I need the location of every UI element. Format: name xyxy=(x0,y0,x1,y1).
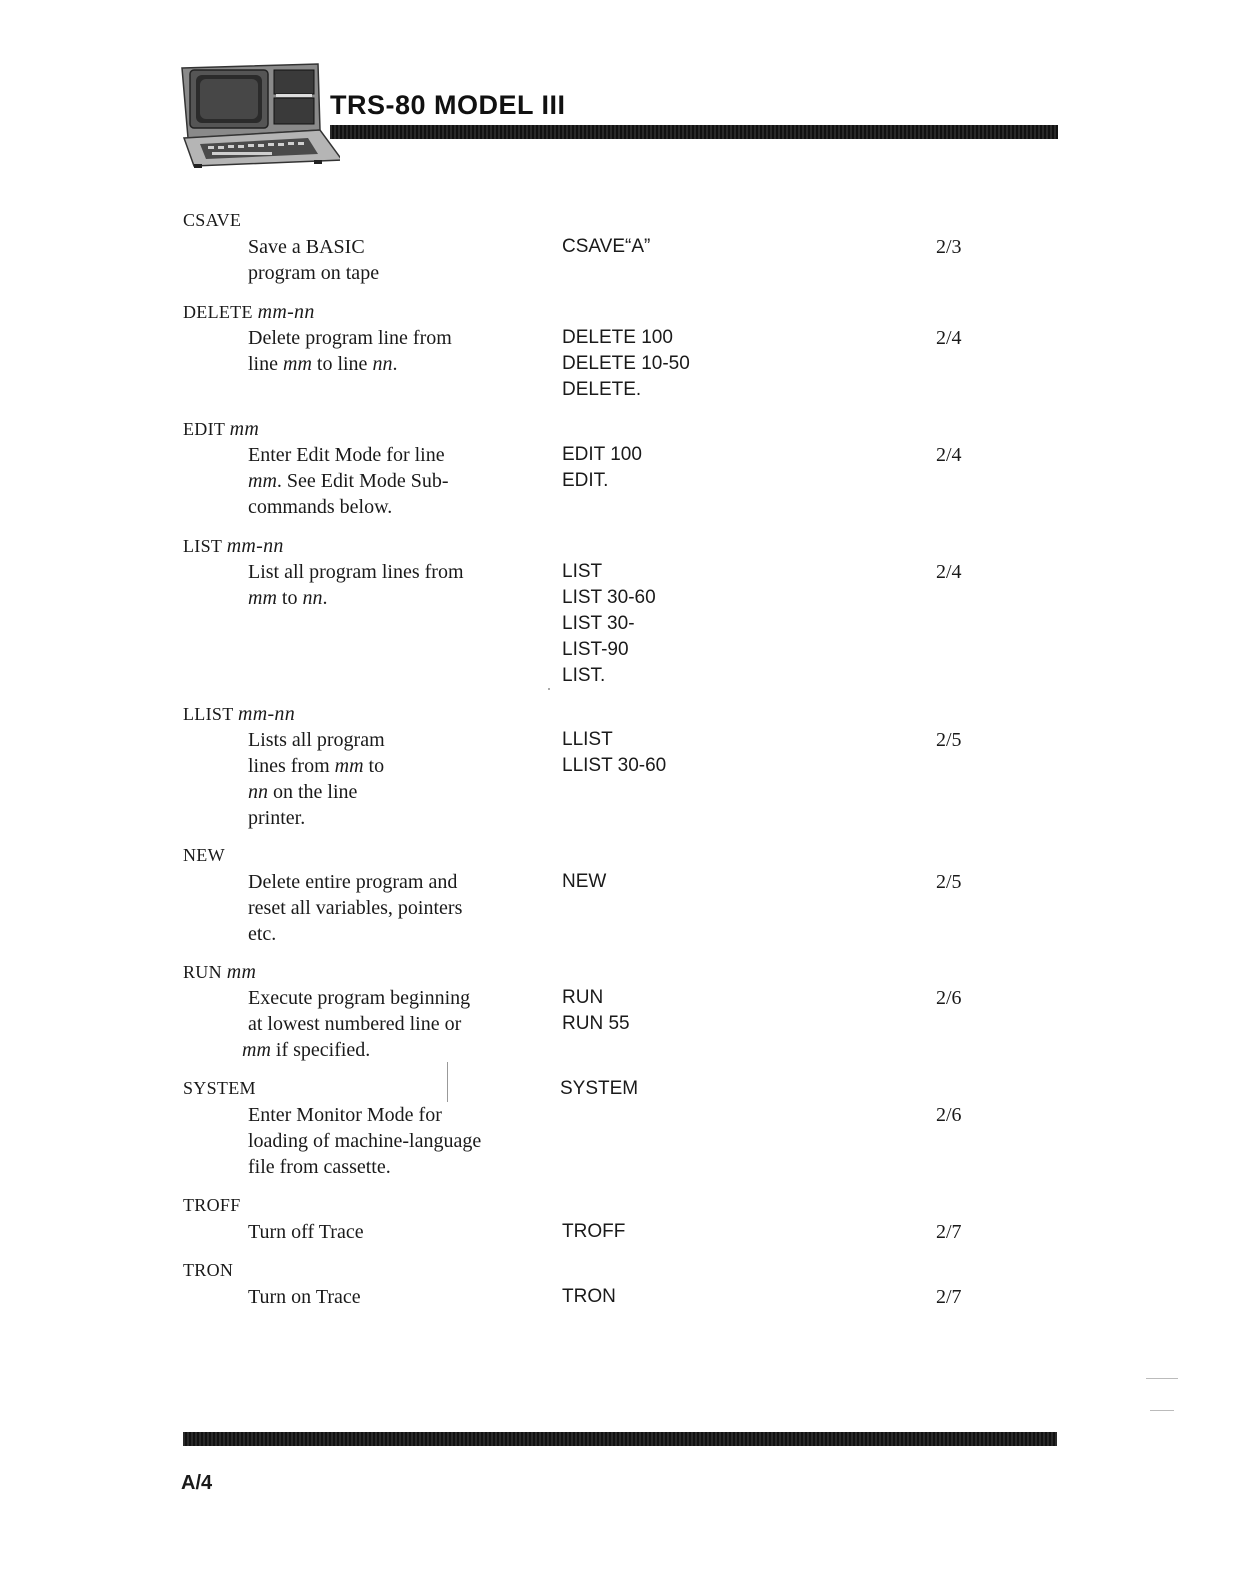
page-reference: 2/4 xyxy=(936,444,962,466)
example-line: LIST xyxy=(562,561,603,582)
page-reference: 2/7 xyxy=(936,1221,962,1243)
command-examples xyxy=(562,234,650,260)
example-line: CSAVE“A” xyxy=(562,236,651,257)
page-reference: 2/6 xyxy=(936,1104,962,1126)
command-description xyxy=(248,727,538,831)
command-description xyxy=(248,869,538,947)
description-line: file from cassette. xyxy=(248,1156,391,1178)
command-argument: mm-nn xyxy=(226,535,284,557)
description-line: mm if specified. xyxy=(242,1039,371,1061)
page-reference: 2/3 xyxy=(936,236,962,258)
command-name xyxy=(183,703,295,726)
description-line: etc. xyxy=(248,923,277,945)
command-examples xyxy=(562,727,666,779)
command-keyword: RUN xyxy=(183,962,222,982)
description-line: mm. See Edit Mode Sub- xyxy=(248,470,449,492)
command-description xyxy=(242,985,538,1063)
description-line: program on tape xyxy=(248,262,380,284)
command-name xyxy=(183,301,315,324)
command-description xyxy=(248,559,538,611)
page-number: A/4 xyxy=(181,1472,213,1494)
command-keyword: EDIT xyxy=(183,419,225,439)
scan-mark xyxy=(1146,1378,1178,1379)
command-keyword: NEW xyxy=(183,845,225,865)
command-examples xyxy=(562,1219,625,1245)
command-examples xyxy=(562,1284,616,1310)
description-line: at lowest numbered line or xyxy=(248,1013,462,1035)
description-line: Save a BASIC xyxy=(248,236,365,258)
page-title: TRS-80 MODEL III xyxy=(330,90,566,120)
description-line: line mm to line nn. xyxy=(248,353,398,375)
description-line: reset all variables, pointers xyxy=(248,897,463,919)
command-keyword: SYSTEM xyxy=(183,1078,256,1098)
description-line: lines from mm to xyxy=(248,755,385,777)
description-line: Enter Monitor Mode for xyxy=(248,1104,442,1126)
description-line: Delete program line from xyxy=(248,327,452,349)
example-line: EDIT. xyxy=(562,470,609,491)
command-name xyxy=(183,418,259,441)
example-line: DELETE. xyxy=(562,379,642,400)
example-line: SYSTEM xyxy=(560,1078,639,1099)
example-line: DELETE 100 xyxy=(562,327,673,348)
command-name xyxy=(183,1195,241,1216)
command-keyword: TRON xyxy=(183,1260,234,1280)
command-name xyxy=(183,1260,233,1281)
description-line: Execute program beginning xyxy=(248,987,471,1009)
command-examples xyxy=(562,559,656,689)
description-line: Turn on Trace xyxy=(248,1286,361,1308)
example-line: DELETE 10-50 xyxy=(562,353,690,374)
example-line: LLIST xyxy=(562,729,613,750)
command-examples xyxy=(562,442,642,494)
command-description xyxy=(248,1219,538,1245)
description-line: mm to nn. xyxy=(248,587,328,609)
page-reference: 2/4 xyxy=(936,327,962,349)
description-line: Delete entire program and xyxy=(248,871,458,893)
command-keyword: CSAVE xyxy=(183,210,242,230)
command-description xyxy=(248,1102,538,1180)
scan-mark xyxy=(1150,1410,1174,1411)
description-line: Enter Edit Mode for line xyxy=(248,444,445,466)
command-argument: mm xyxy=(226,961,257,983)
example-line: LIST-90 xyxy=(562,639,629,660)
command-examples xyxy=(562,869,606,895)
description-line: List all program lines from xyxy=(248,561,464,583)
command-description xyxy=(248,1284,538,1310)
command-keyword: LIST xyxy=(183,536,222,556)
page-reference: 2/5 xyxy=(936,729,962,751)
example-line: NEW xyxy=(562,871,607,892)
example-line: LIST 30- xyxy=(562,613,635,634)
footer-rule xyxy=(183,1432,1057,1446)
page-reference: 2/6 xyxy=(936,987,962,1009)
example-line: LLIST 30-60 xyxy=(562,755,667,776)
description-line: commands below. xyxy=(248,496,393,518)
command-examples xyxy=(562,985,630,1037)
example-line: LIST 30-60 xyxy=(562,587,656,608)
scan-mark xyxy=(548,688,550,690)
example-line: EDIT 100 xyxy=(562,444,642,465)
description-line: printer. xyxy=(248,807,306,829)
command-name xyxy=(183,210,241,231)
command-examples xyxy=(560,1076,638,1102)
description-line: Turn off Trace xyxy=(248,1221,364,1243)
command-name xyxy=(183,1078,256,1099)
command-description xyxy=(248,442,538,520)
description-line: nn on the line xyxy=(248,781,358,803)
command-keyword: LLIST xyxy=(183,704,234,724)
description-line: loading of machine-language xyxy=(248,1130,482,1152)
scan-mark xyxy=(447,1062,448,1102)
command-argument: mm xyxy=(229,418,260,440)
command-argument: mm-nn xyxy=(237,703,296,725)
command-examples xyxy=(562,325,690,403)
example-line: RUN xyxy=(562,987,604,1008)
example-line: RUN 55 xyxy=(562,1013,630,1034)
command-description xyxy=(248,325,538,377)
page-reference: 2/5 xyxy=(936,871,962,893)
command-keyword: DELETE xyxy=(183,302,253,322)
command-name xyxy=(183,961,256,984)
example-line: TRON xyxy=(562,1286,616,1307)
description-line: Lists all program xyxy=(248,729,385,751)
command-description xyxy=(248,234,538,286)
command-argument: mm-nn xyxy=(257,301,315,323)
example-line: TROFF xyxy=(562,1221,626,1242)
example-line: LIST. xyxy=(562,665,606,686)
page-reference: 2/7 xyxy=(936,1286,962,1308)
command-name xyxy=(183,535,284,558)
page-reference: 2/4 xyxy=(936,561,962,583)
command-keyword: TROFF xyxy=(183,1195,241,1215)
command-name xyxy=(183,845,225,866)
